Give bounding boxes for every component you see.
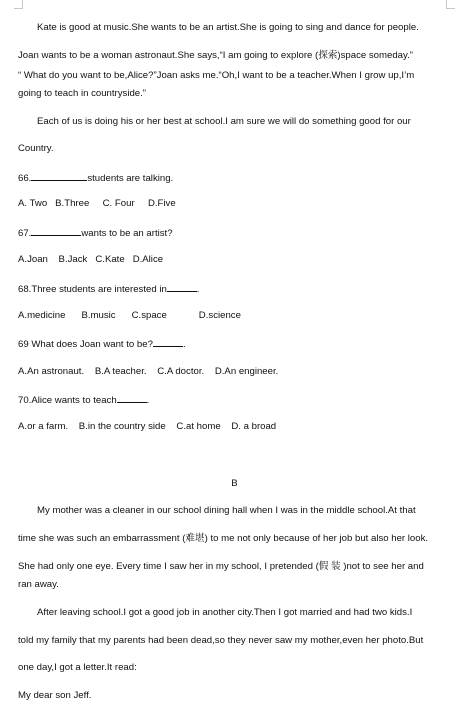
passage-b-line-1: My mother was a cleaner in our school dining hall when I was in the middle school.At that <box>37 505 416 516</box>
question-66-options <box>18 198 176 210</box>
question-text: wants to be an artist? <box>81 228 173 239</box>
option: D.science <box>198 310 241 321</box>
option: D.Alice <box>132 254 164 265</box>
option: A.An astronaut. <box>18 366 85 377</box>
answer-blank[interactable] <box>167 282 197 292</box>
question-69-options <box>18 366 278 378</box>
option: C.Kate <box>95 254 125 265</box>
passage-b-line-6: told my family that my parents had been dead,so they never saw my mother,even her photo.But <box>18 635 424 646</box>
question-70-options <box>18 421 276 433</box>
option: A.or a farm. <box>18 421 69 432</box>
question-text: 70.Alice wants to teach <box>18 395 117 406</box>
passage-b-line-7: one day,I got a letter.It read: <box>18 662 137 673</box>
answer-blank[interactable] <box>117 393 147 403</box>
question-text: 68.Three students are interested in <box>18 284 167 295</box>
passage-a-line-1: Kate is good at music.She wants to be an artist.She is going to sing and dance for people. <box>37 22 419 33</box>
question-end: . <box>196 284 200 295</box>
passage-b-line-4: ran away. <box>18 579 59 590</box>
passage-a-line-4: going to teach in countryside.” <box>18 88 146 99</box>
question-text: students are talking. <box>87 173 174 184</box>
option: A. Two <box>18 198 48 209</box>
question-text: 69 What does Joan want to be? <box>18 339 153 350</box>
option: C.at home <box>176 421 221 432</box>
option: D.An engineer. <box>214 366 279 377</box>
option: B.music <box>81 310 116 321</box>
passage-a-line-6: Country. <box>18 143 54 154</box>
passage-b-line-8: My dear son Jeff. <box>18 690 92 701</box>
option: D.Five <box>147 198 176 209</box>
option: A.medicine <box>18 310 66 321</box>
passage-a-line-3: “ What do you want to be,Alice?”Joan asks me.“Oh,I want to be a teacher.When I grow up,I’m <box>18 70 415 81</box>
passage-b-line-3: She had only one eye. Every time I saw her in my school, I pretended (假 装 )not to see her and <box>18 561 424 572</box>
passage-b-line-2: time she was such an embarrassment (难堪) to me not only because of her job but also her look. <box>18 533 429 544</box>
question-70 <box>18 393 149 407</box>
answer-blank[interactable] <box>31 226 81 236</box>
question-67 <box>18 226 173 240</box>
question-68-options <box>18 310 241 322</box>
section-heading: B <box>231 478 238 489</box>
question-end: . <box>182 339 186 350</box>
answer-blank[interactable] <box>153 337 183 347</box>
option: B.A teacher. <box>94 366 147 377</box>
question-69 <box>18 337 186 351</box>
answer-blank[interactable] <box>31 171 87 181</box>
option: C.space <box>131 310 167 321</box>
question-66 <box>18 171 173 185</box>
option: C. Four <box>102 198 135 209</box>
passage-a-line-2: Joan wants to be a woman astronaut.She says,“I am going to explore (探索)space someday.” <box>18 50 413 61</box>
question-number: 66. <box>18 173 32 184</box>
question-end: . <box>146 395 150 406</box>
question-67-options <box>18 254 163 266</box>
option: A.Joan <box>18 254 48 265</box>
passage-b-line-5: After leaving school.I got a good job in another city.Then I got married and had two kids.I <box>37 607 413 618</box>
option: D. a broad <box>231 421 277 432</box>
option: B.Three <box>55 198 90 209</box>
question-68 <box>18 282 199 296</box>
question-number: 67. <box>18 228 32 239</box>
page-corner-mark-right <box>446 0 455 9</box>
option: C.A doctor. <box>157 366 205 377</box>
page-corner-mark-left <box>14 0 23 9</box>
option: B.in the country side <box>78 421 166 432</box>
option: B.Jack <box>58 254 88 265</box>
passage-a-line-5: Each of us is doing his or her best at school.I am sure we will do something good for our <box>37 116 411 127</box>
